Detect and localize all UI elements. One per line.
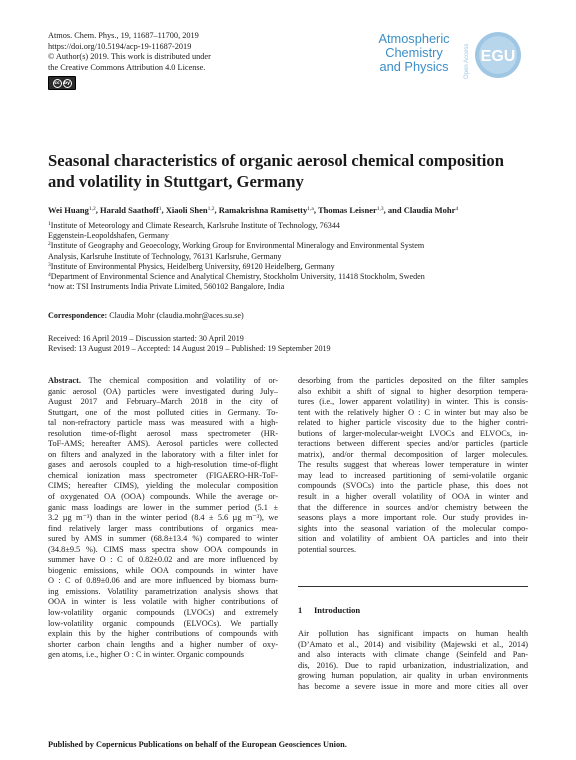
text-line-content: The results suggest that whereas lower temperature in winter — [298, 460, 528, 470]
affiliation-list — [48, 221, 528, 292]
abstract-left-column — [48, 376, 278, 661]
author-name[interactable]: Xiaoli Shen — [165, 205, 208, 215]
by-icon: by — [63, 80, 71, 86]
publication-dates — [48, 334, 331, 355]
text-line — [48, 513, 278, 524]
text-line — [48, 481, 278, 492]
text-line — [48, 545, 278, 556]
text-line — [48, 576, 278, 587]
title-line: Seasonal characteristics of organic aerosol chemical composition — [48, 151, 504, 170]
affiliation-mark: 2 — [48, 241, 51, 248]
correspondence-label: Correspondence: — [48, 311, 108, 320]
text-line-content: (34.8±9.5 %). CIMS mass spectra show OOA compounds in — [48, 544, 278, 554]
text-line — [298, 503, 528, 514]
author-name[interactable]: Thomas Leisner — [317, 205, 377, 215]
abstract-label: Abstract. — [48, 376, 81, 385]
journal-name — [368, 32, 460, 74]
author-affiliation-mark: 4 — [455, 206, 459, 212]
text-line-content: sition and volatility of ambient OA particles and into their — [298, 534, 528, 544]
section-title: Introduction — [314, 605, 361, 615]
copyright-line: © Author(s) 2019. This work is distributed under — [48, 52, 211, 62]
text-line-content: result in a higher overall volatility of OOA in winter and — [298, 492, 528, 502]
text-line-content: growing human population, air quality in urban environments — [298, 671, 528, 681]
publisher-footer: Published by Copernicus Publications on behalf of the European Geosciences Union. — [48, 740, 347, 749]
affiliation-text: Institute of Meteorology and Climate Research, Karlsruhe Institute of Technology, 76344 — [50, 221, 340, 230]
text-line — [298, 513, 528, 524]
journal-name-line: Chemistry — [385, 45, 443, 60]
text-line — [298, 429, 528, 440]
text-line-content: find relatively larger mass contributions of organics mea- — [48, 523, 278, 533]
text-line-content: gases and aerosols coupled to a high-resolution time-of-flight — [48, 460, 278, 470]
text-line-content: that the difference in sources and/or chemistry between the — [298, 502, 528, 512]
text-line-content: may lead to increased partitioning of semi-volatile organic — [298, 470, 528, 480]
text-line — [48, 629, 278, 640]
text-line-content: compounds (SVOCs) into the particle phase, this does not — [298, 481, 528, 491]
affiliation-mark: 3 — [48, 261, 51, 268]
text-line-content: teractions between different species and/or particles (particle — [298, 439, 528, 449]
text-line — [298, 471, 528, 482]
cc-by-license-icon[interactable] — [48, 76, 76, 90]
text-line — [48, 376, 278, 387]
section-heading — [298, 605, 360, 615]
text-line — [298, 408, 528, 419]
text-line-content: gen atoms, i.e., higher O : C in winter. Organic compounds — [48, 650, 244, 660]
text-line — [48, 650, 278, 661]
text-line-content: and also interacts with climate change (Seinfeld and Pan- — [298, 650, 528, 660]
text-line-content: O : C of 0.89±0.06 and are more influenced by biomass burn- — [48, 576, 278, 586]
title-line: and volatility in Stuttgart, Germany — [48, 172, 304, 191]
egu-logo-text: EGU — [480, 48, 516, 65]
author-list — [48, 205, 528, 215]
author-name[interactable]: Wei Huang — [48, 205, 89, 215]
text-line-content: dis, 2016). Due to rapid urbanization, industrialization, and — [298, 660, 528, 670]
text-line — [48, 387, 278, 398]
affiliation-line — [48, 231, 528, 241]
doi-link[interactable]: https://doi.org/10.5194/acp-19-11687-2019 — [48, 41, 192, 51]
affiliation-text: now at: TSI Instruments India Private Limited, 560102 Bangalore, India — [50, 282, 285, 292]
text-line-content: ToF-AMS; hereafter AMS). Aerosol particles were collected — [48, 439, 278, 449]
author-separator: , — [214, 205, 219, 215]
text-line-content: desorbing from the particles deposited on the filter samples — [298, 376, 528, 385]
cc-icon: cc — [54, 80, 60, 86]
text-line — [48, 566, 278, 577]
citation-line: Atmos. Chem. Phys., 19, 11687–11700, 2019 — [48, 31, 199, 40]
text-line — [298, 460, 528, 471]
published-line: Revised: 13 August 2019 – Accepted: 14 August 2019 – Published: 19 September 2019 — [48, 344, 331, 354]
text-line — [298, 481, 528, 492]
text-line — [298, 524, 528, 535]
author-affiliation-mark: 1,a — [307, 206, 314, 212]
text-line-content: August 2017 and February–March 2018 in the city of — [48, 397, 278, 407]
text-line — [298, 682, 528, 693]
text-line-content: resolution time-of-flight aerosol mass spectrometer (HR- — [48, 428, 278, 438]
section-divider — [298, 586, 528, 587]
text-line-content: low-volatility organic compounds (LVOCs) and extremely — [48, 608, 278, 618]
text-line — [48, 418, 278, 429]
text-line-content: seasons plays a more important role. Our study provides in- — [298, 513, 528, 523]
text-line-content: tal non-refractory particle mass was measured with a high- — [48, 418, 278, 428]
text-line — [48, 450, 278, 461]
text-line — [48, 524, 278, 535]
author-separator: , — [313, 205, 318, 215]
text-line — [48, 492, 278, 503]
affiliation-mark: a — [48, 282, 51, 289]
text-line — [48, 429, 278, 440]
text-line-content: Stuttgart, one of the most polluted cities in Germany. To- — [48, 407, 278, 417]
text-line — [298, 629, 528, 640]
author-name[interactable]: Harald Saathoff — [99, 205, 159, 215]
text-line — [298, 492, 528, 503]
text-line-content: explain this by the higher contributions of compounds with — [48, 629, 278, 639]
affiliation-text: Department of Environmental Science and Analytical Chemistry, Stockholm University, 11418 Stockholm, Sweden — [50, 272, 425, 282]
author-separator: , — [161, 205, 166, 215]
author-affiliation-mark: 1,3 — [376, 206, 384, 212]
author-affiliation-mark: 1,2 — [207, 206, 215, 212]
text-line-content: low-volatility organic compounds (ELVOCs). We partially — [48, 618, 278, 628]
abstract-right-column — [298, 376, 528, 555]
text-line — [48, 439, 278, 450]
affiliation-mark: 1 — [48, 221, 51, 227]
text-line-content: Air pollution has significant impacts on human health — [298, 629, 528, 638]
affiliation-line — [48, 221, 528, 231]
text-line — [48, 397, 278, 408]
text-line — [48, 555, 278, 566]
introduction-text — [298, 629, 528, 692]
author-separator: , and — [383, 205, 404, 215]
text-line-content: CIMS; hereafter CIMS), yielding the molecular composition — [48, 481, 278, 491]
text-line — [298, 545, 528, 556]
open-access-label — [462, 35, 470, 79]
text-line — [48, 608, 278, 619]
text-line-content: sights into the seasonal variation of the molecular compo- — [298, 523, 528, 533]
text-line — [48, 408, 278, 419]
affiliation-line — [48, 262, 528, 272]
correspondence — [48, 311, 244, 320]
affiliation-line — [48, 282, 528, 292]
text-line — [298, 650, 528, 661]
author-affiliation-mark: 1 — [158, 206, 162, 212]
author-name[interactable]: Ramakrishna Ramisetty — [218, 205, 308, 215]
text-line-content: has become a severe issue in more and more cities all over — [298, 681, 528, 691]
text-line — [298, 376, 528, 387]
text-line — [48, 534, 278, 545]
text-line — [298, 640, 528, 651]
text-line-content: butions of larger-molecular-weight LVOCs and ELVOCs, in- — [298, 428, 528, 438]
text-line-content: tures (i.e., lower apparent volatility) in winter. This is consis- — [298, 397, 528, 407]
text-line-content: ganic mass loadings are lower in the summer period (5.1 ± — [48, 502, 278, 512]
affiliation-text: Analysis, Karlsruhe Institute of Technology, 76131 Karlsruhe, Germany — [48, 251, 282, 261]
text-line-content: The chemical composition and volatility of or- — [88, 376, 278, 385]
text-line — [48, 587, 278, 598]
text-line-content: biogenic emissions, while OOA compounds in winter have — [48, 565, 278, 575]
license-line: the Creative Commons Attribution 4.0 License. — [48, 62, 206, 72]
text-line — [48, 619, 278, 630]
journal-name-line: and Physics — [379, 59, 449, 74]
text-line-content: shorter carbon chain lengths and a higher number of oxy- — [48, 639, 278, 649]
affiliation-text: Institute of Geography and Geoecology, Working Group for Environmental Mineralogy and Environmental System — [50, 241, 425, 251]
text-line-content: matrix), and/or thermal decomposition of larger molecules. — [298, 449, 528, 459]
author-affiliation-mark: 1,2 — [88, 206, 96, 212]
open-access-text: Open Access — [464, 43, 470, 79]
text-line — [48, 503, 278, 514]
text-line — [48, 640, 278, 651]
text-line — [298, 418, 528, 429]
text-line-content: chemical ionization mass spectrometer (FIGAERO-HR-ToF- — [48, 470, 278, 480]
text-line — [298, 439, 528, 450]
text-line — [298, 387, 528, 398]
text-line — [48, 597, 278, 608]
affiliation-line — [48, 272, 528, 282]
text-line — [298, 671, 528, 682]
paper-title — [48, 150, 528, 192]
affiliation-line — [48, 241, 528, 251]
text-line-content: of oxygenated OA (OOA) compounds. While the average or- — [48, 492, 278, 502]
text-line — [298, 450, 528, 461]
text-line-content: ing emissions. Volatility parametrization analysis shows that — [48, 586, 278, 596]
journal-name-line: Atmospheric — [378, 31, 450, 46]
text-line-content: OOA in winter is less volatile with higher contributions of — [48, 597, 278, 607]
author-name[interactable]: Claudia Mohr — [403, 205, 456, 215]
text-line — [48, 460, 278, 471]
citation-block — [48, 31, 211, 90]
text-line-content: on filters and analyzed in the laboratory with a filter inlet for — [48, 449, 278, 459]
text-line — [298, 397, 528, 408]
text-line — [48, 471, 278, 482]
text-line — [298, 661, 528, 672]
text-line-content: sured by AMS in summer (68.8±13.4 %) compared to winter — [48, 534, 278, 544]
affiliation-line — [48, 252, 528, 262]
text-line-content: (D’Amato et al., 2014) and visibility (Majewski et al., 2014) — [298, 639, 528, 649]
section-number: 1 — [298, 605, 303, 615]
text-line-content: potential sources. — [298, 544, 357, 554]
text-line-content: related to higher particle viscosity due to the higher contri- — [298, 418, 528, 428]
affiliation-text: Eggenstein-Leopoldshafen, Germany — [48, 231, 169, 241]
affiliation-mark: 4 — [48, 272, 51, 279]
text-line — [298, 534, 528, 545]
correspondence-email[interactable]: Claudia Mohr (claudia.mohr@aces.su.se) — [109, 311, 244, 320]
text-line-content: 3.2 µg m⁻³) than in the winter period (8.4 ± 5.6 µg m⁻³), we — [48, 513, 278, 523]
affiliation-text: Institute of Environmental Physics, Heidelberg University, 69120 Heidelberg, Germany — [50, 261, 335, 271]
text-line-content: also exhibit a shift of signal to higher desorption tempera- — [298, 386, 528, 396]
text-line-content: tent with the relatively higher O : C in winter but may also be — [298, 407, 528, 417]
egu-logo-icon — [474, 31, 522, 79]
received-line: Received: 16 April 2019 – Discussion started: 30 April 2019 — [48, 334, 244, 343]
text-line-content: ganic aerosol (OA) particles were investigated during July– — [48, 386, 278, 396]
text-line-content: summer have O : C of 0.82±0.02 and are more influenced by — [48, 555, 278, 565]
author-separator: , — [95, 205, 100, 215]
